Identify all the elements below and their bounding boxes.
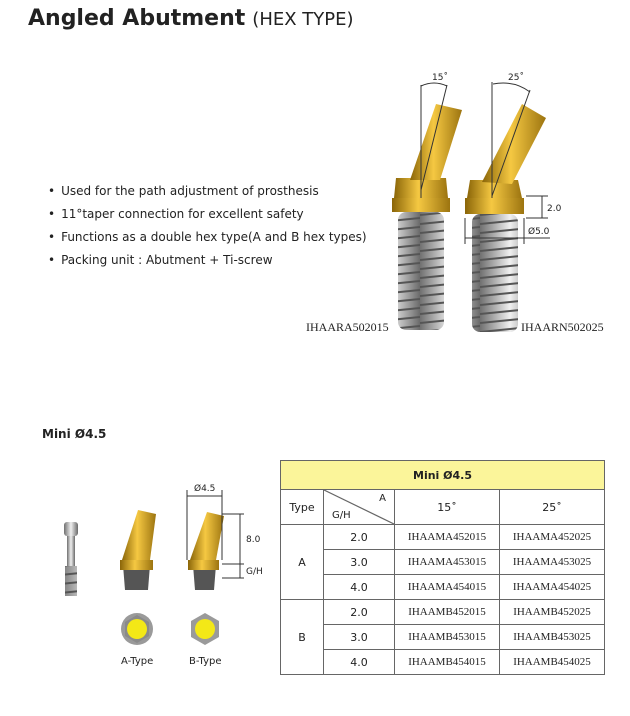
title-subtitle: (HEX TYPE) [252, 9, 354, 30]
code-cell: IHAAMA453025 [500, 550, 605, 575]
table-title: Mini Ø4.5 [281, 461, 605, 490]
table-header-row [281, 490, 605, 525]
gh-cell: 3.0 [324, 625, 395, 650]
right-angle-label: 25˚ [508, 73, 524, 83]
code-cell: IHAAMB453015 [395, 625, 500, 650]
feature-item: • 11°taper connection for excellent safety [48, 203, 367, 226]
feature-item: • Used for the path adjustment of prosthesis [48, 180, 367, 203]
table-row [281, 525, 605, 550]
product-code-left: IHAARA502015 [306, 320, 389, 334]
diag-header [324, 490, 395, 525]
diag-bottom-label: G/H [332, 510, 351, 521]
table-row [281, 625, 605, 650]
code-cell: IHAAMA453015 [395, 550, 500, 575]
feature-list [48, 180, 367, 272]
code-cell: IHAAMA454015 [395, 575, 500, 600]
a-type-hex-icon [121, 613, 153, 645]
code-cell: IHAAMA454025 [500, 575, 605, 600]
code-cell: IHAAMB452015 [395, 600, 500, 625]
mini-abutment-b [187, 490, 244, 590]
gh-cell: 4.0 [324, 650, 395, 675]
a-type-label: A-Type [121, 656, 154, 667]
product-code-right: IHAARN502025 [521, 320, 604, 334]
col-15-header: 15˚ [395, 490, 500, 525]
code-cell: IHAAMB453025 [500, 625, 605, 650]
mini-section-title: Mini Ø4.5 [42, 427, 107, 441]
right-diameter-dim: Ø5.0 [528, 227, 550, 237]
diag-top-label: A [379, 493, 386, 504]
type-cell: B [281, 600, 324, 675]
title-main: Angled Abutment [28, 6, 246, 31]
right-height-dim: 2.0 [547, 204, 562, 214]
table-row [281, 650, 605, 675]
abutment-illustration [380, 60, 580, 350]
code-cell: IHAAMB452025 [500, 600, 605, 625]
feature-item: • Functions as a double hex type(A and B hex types) [48, 226, 367, 249]
b-type-hex-icon [191, 613, 219, 645]
gh-cell: 4.0 [324, 575, 395, 600]
right-abutment [465, 82, 550, 332]
ti-screw [64, 522, 78, 596]
b-type-label: B-Type [189, 656, 222, 667]
code-cell: IHAAMB454025 [500, 650, 605, 675]
table-row [281, 550, 605, 575]
mini-diameter-dim: Ø4.5 [194, 484, 216, 494]
mini-gh-dim: G/H [246, 567, 263, 577]
type-cell: A [281, 525, 324, 600]
code-cell: IHAAMA452025 [500, 525, 605, 550]
code-cell: IHAAMB454015 [395, 650, 500, 675]
feature-item: • Packing unit : Abutment + Ti-screw [48, 249, 367, 272]
mini-height-dim: 8.0 [246, 535, 261, 545]
spec-table [280, 460, 605, 675]
mini-illustration [50, 480, 280, 650]
page-title [28, 6, 354, 31]
mini-abutment-a [120, 510, 156, 590]
table-row [281, 575, 605, 600]
table-row [281, 600, 605, 625]
gh-cell: 3.0 [324, 550, 395, 575]
gh-cell: 2.0 [324, 525, 395, 550]
left-angle-label: 15˚ [432, 73, 448, 83]
left-abutment [392, 83, 462, 330]
table-title-row [281, 461, 605, 490]
col-25-header: 25˚ [500, 490, 605, 525]
gh-cell: 2.0 [324, 600, 395, 625]
type-header: Type [281, 490, 324, 525]
code-cell: IHAAMA452015 [395, 525, 500, 550]
